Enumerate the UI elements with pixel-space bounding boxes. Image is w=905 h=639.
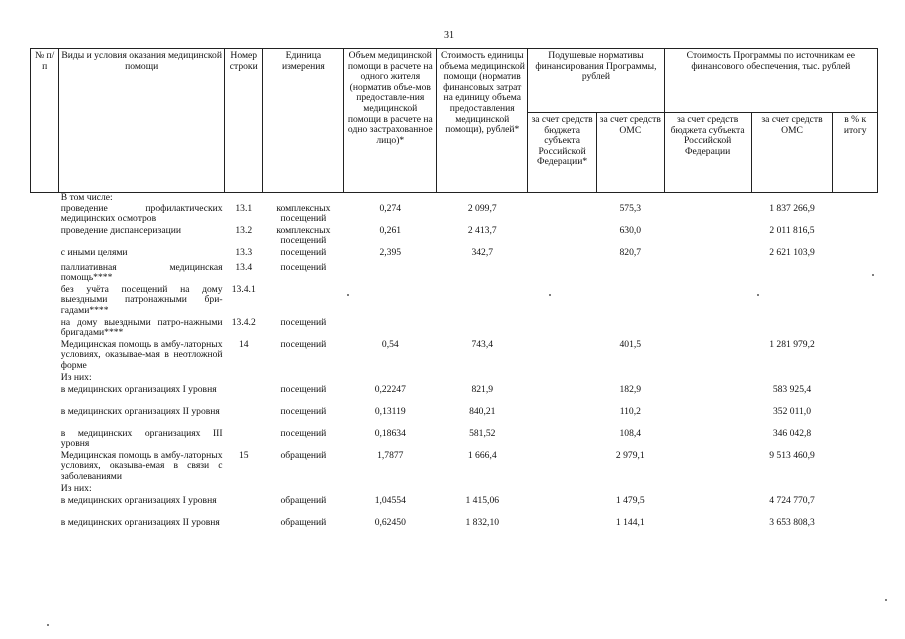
header-cost-percent: в % к итогу: [833, 113, 878, 193]
cell-cost-oms: 4 724 770,7: [769, 494, 815, 506]
cell-cost-budget: [664, 373, 751, 385]
cell-volume: 0,13119: [374, 405, 406, 417]
cell-cost-budget: [664, 248, 751, 263]
header-volume: Объем медицинской помощи в расчете на одного жителя (норматив объе-мов предоставле-ния медицинской помощи в расчете на одно застрахованное лицо)*: [344, 49, 437, 193]
cell-norm-budget: [528, 385, 597, 407]
header-cost-oms: за счет средств ОМС: [751, 113, 833, 193]
cell-norm-budget: [528, 318, 597, 340]
cell-name: Медицинская помощь в амбу-латорных условиях, оказывае-мая в неотложной форме: [60, 338, 223, 371]
cell-num: [31, 318, 59, 340]
header-cost-budget: за счет средств бюджета субъекта Российской Федерации: [664, 113, 751, 193]
cell-unit-cost: 1 415,06: [465, 494, 500, 506]
cell-row-number: 13.3: [235, 246, 253, 258]
cell-name: Медицинская помощь в амбу-латорных условиях, оказыва-емая в связи с заболеваниями: [60, 449, 223, 482]
cell-norm-oms: [596, 484, 664, 496]
cell-cost-percent: [833, 285, 878, 318]
header-program-cost-group: Стоимость Программы по источникам ее финансового обеспечения, тыс. рублей: [664, 49, 877, 113]
cell-norm-budget: [528, 484, 597, 496]
cell-cost-budget: [664, 204, 751, 226]
cell-cost-oms: [751, 373, 833, 385]
header-num: № п/п: [31, 49, 59, 193]
cell-volume: 0,261: [379, 224, 402, 236]
table-row: [31, 263, 878, 285]
cell-norm-oms: 182,9: [619, 383, 642, 395]
cell-num: [31, 193, 59, 204]
cell-norm-oms: [596, 193, 664, 204]
cell-name: проведение профилактических медицинских осмотров: [60, 202, 223, 225]
cell-cost-oms: 2 011 816,5: [769, 224, 815, 236]
cell-norm-oms: [596, 285, 664, 318]
cell-row-number: [225, 429, 263, 451]
cell-cost-percent: [833, 263, 878, 285]
cell-unit: [263, 373, 344, 385]
cell-norm-oms: [596, 263, 664, 285]
cell-cost-oms: 1 837 266,9: [769, 202, 815, 214]
cell-unit-cost: 1 832,10: [465, 516, 500, 528]
cell-row-number: 13.1: [235, 202, 253, 214]
page-number: 31: [444, 30, 454, 41]
scan-speck: [47, 624, 49, 626]
cell-cost-percent: [833, 429, 878, 451]
cell-num: [31, 451, 59, 484]
cell-unit: посещений: [280, 246, 327, 258]
cell-volume: [344, 285, 437, 318]
cell-row-number: 13.4.2: [231, 316, 256, 328]
cell-cost-budget: [664, 193, 751, 204]
cell-cost-budget: [664, 518, 751, 540]
table-row: [31, 285, 878, 318]
cell-name: в медицинских организациях I уровня: [60, 494, 217, 506]
cell-row-number: [225, 385, 263, 407]
cell-volume: 0,54: [381, 338, 399, 350]
cell-cost-oms: [751, 285, 833, 318]
cell-unit-cost: 2 413,7: [467, 224, 497, 236]
cell-unit-cost: 821,9: [471, 383, 494, 395]
scan-speck: [885, 599, 887, 601]
cell-num: [31, 340, 59, 373]
cell-unit: обращений: [280, 516, 327, 528]
cell-cost-percent: [833, 484, 878, 496]
cell-cost-percent: [833, 518, 878, 540]
cell-cost-percent: [833, 407, 878, 429]
cell-unit: [263, 484, 344, 496]
cell-unit-cost: 840,21: [469, 405, 496, 417]
cell-unit: [263, 285, 344, 318]
cell-num: [31, 285, 59, 318]
cell-cost-budget: [664, 407, 751, 429]
cell-norm-oms: [596, 373, 664, 385]
cell-cost-oms: 9 513 460,9: [769, 449, 815, 461]
cell-unit-cost: [437, 285, 528, 318]
cell-cost-oms: 346 042,8: [772, 427, 812, 439]
header-norm-budget: за счет средств бюджета субъекта Российской Федерации*: [528, 113, 597, 193]
table-row: [31, 451, 878, 484]
cell-cost-percent: [833, 204, 878, 226]
header-row-number: Номер строки: [225, 49, 263, 193]
cell-cost-percent: [833, 318, 878, 340]
cell-name: Из них:: [60, 371, 92, 383]
cell-norm-oms: 575,3: [619, 202, 642, 214]
cell-row-number: 13.4: [235, 261, 253, 273]
cell-cost-budget: [664, 385, 751, 407]
table-row: [31, 429, 878, 451]
cell-norm-oms: 2 979,1: [615, 449, 645, 461]
cell-row-number: 13.2: [235, 224, 253, 236]
cell-unit-cost: 743,4: [471, 338, 494, 350]
cell-cost-percent: [833, 226, 878, 248]
cell-unit: обращений: [280, 449, 327, 461]
cell-num: [31, 496, 59, 518]
cell-cost-oms: [751, 484, 833, 496]
cell-norm-budget: [528, 263, 597, 285]
cell-cost-oms: 352 011,0: [772, 405, 812, 417]
cell-cost-oms: 3 653 808,3: [769, 516, 815, 528]
cell-volume: 1,04554: [374, 494, 406, 506]
cell-num: [31, 263, 59, 285]
cell-unit: [263, 193, 344, 204]
financing-table: [30, 48, 878, 540]
table-row: [31, 193, 878, 204]
cell-name: проведение диспансеризации: [60, 224, 182, 236]
cell-volume: 1,7877: [377, 449, 404, 461]
header-unit: Единица измерения: [263, 49, 344, 193]
cell-norm-budget: [528, 285, 597, 318]
cell-num: [31, 484, 59, 496]
table-body: [31, 193, 878, 540]
header-per-capita-group: Подушевые нормативы финансирования Программы, рублей: [528, 49, 664, 113]
cell-norm-oms: [596, 318, 664, 340]
cell-unit-cost: 2 099,7: [467, 202, 497, 214]
cell-unit: комплексных посещений: [276, 224, 331, 247]
cell-unit-cost: [437, 318, 528, 340]
cell-volume: 0,22247: [374, 383, 406, 395]
cell-cost-percent: [833, 451, 878, 484]
cell-unit: посещений: [280, 261, 327, 273]
cell-num: [31, 407, 59, 429]
header-name: Виды и условия оказания медицинской помощи: [59, 49, 225, 193]
cell-volume: [344, 263, 437, 285]
cell-volume: 0,62450: [374, 516, 406, 528]
cell-norm-budget: [528, 451, 597, 484]
table-row: [31, 340, 878, 373]
cell-unit-cost: [437, 373, 528, 385]
cell-unit: посещений: [280, 338, 327, 350]
table-row: [31, 373, 878, 385]
cell-name: с иными целями: [60, 246, 128, 258]
cell-cost-budget: [664, 496, 751, 518]
cell-cost-oms: 1 281 979,2: [769, 338, 815, 350]
cell-norm-budget: [528, 373, 597, 385]
table-header: [31, 49, 878, 193]
cell-cost-budget: [664, 429, 751, 451]
cell-unit: посещений: [280, 427, 327, 439]
cell-norm-budget: [528, 340, 597, 373]
table-row: [31, 385, 878, 407]
cell-norm-budget: [528, 429, 597, 451]
cell-row-number: [225, 373, 263, 385]
cell-name: без учёта посещений на дому выездными патронажными бри-гадами****: [60, 283, 223, 316]
cell-cost-percent: [833, 373, 878, 385]
cell-name: в медицинских организациях I уровня: [60, 383, 217, 395]
table-row: [31, 248, 878, 263]
cell-unit-cost: [437, 263, 528, 285]
cell-cost-budget: [664, 285, 751, 318]
table-row: [31, 518, 878, 540]
cell-num: [31, 226, 59, 248]
cell-cost-budget: [664, 263, 751, 285]
cell-unit: посещений: [280, 405, 327, 417]
cell-norm-oms: 820,7: [619, 246, 642, 258]
cell-norm-oms: 108,4: [619, 427, 642, 439]
cell-cost-percent: [833, 248, 878, 263]
cell-cost-oms: 583 925,4: [772, 383, 812, 395]
cell-norm-oms: 401,5: [619, 338, 642, 350]
scan-speck: [757, 294, 759, 296]
cell-unit: посещений: [280, 316, 327, 328]
cell-volume: [344, 373, 437, 385]
cell-num: [31, 248, 59, 263]
cell-num: [31, 204, 59, 226]
cell-volume: 0,274: [379, 202, 402, 214]
header-unit-cost: Стоимость единицы объема медицинской помощи (норматив финансовых затрат на единицу объема предоставления медицинской помощи), рублей*: [437, 49, 528, 193]
cell-name: на дому выездными патро-нажными бригадами****: [60, 316, 223, 339]
cell-cost-oms: [751, 263, 833, 285]
cell-norm-budget: [528, 226, 597, 248]
header-norm-oms: за счет средств ОМС: [596, 113, 664, 193]
cell-cost-percent: [833, 193, 878, 204]
cell-cost-oms: [751, 318, 833, 340]
cell-name: в медицинских организациях III уровня: [60, 427, 223, 450]
scan-speck: [872, 274, 874, 276]
table-row: [31, 318, 878, 340]
cell-cost-percent: [833, 385, 878, 407]
cell-unit-cost: [437, 484, 528, 496]
table-row: [31, 204, 878, 226]
cell-name: в медицинских организациях II уровня: [60, 516, 220, 528]
cell-norm-budget: [528, 193, 597, 204]
cell-row-number: [225, 518, 263, 540]
cell-norm-budget: [528, 518, 597, 540]
cell-unit-cost: 581,52: [469, 427, 496, 439]
cell-unit-cost: [437, 193, 528, 204]
cell-row-number: 14: [238, 338, 249, 350]
cell-name: В том числе:: [60, 192, 113, 203]
cell-volume: 2,395: [379, 246, 402, 258]
cell-norm-budget: [528, 407, 597, 429]
cell-num: [31, 429, 59, 451]
cell-cost-budget: [664, 318, 751, 340]
cell-cost-percent: [833, 496, 878, 518]
scan-speck: [549, 294, 551, 296]
cell-cost-percent: [833, 340, 878, 373]
cell-norm-oms: 630,0: [619, 224, 642, 236]
cell-norm-budget: [528, 204, 597, 226]
cell-row-number: [225, 496, 263, 518]
cell-num: [31, 385, 59, 407]
table-row: [31, 226, 878, 248]
scan-speck: [347, 294, 349, 296]
cell-norm-oms: 1 479,5: [615, 494, 645, 506]
cell-name: в медицинских организациях II уровня: [60, 405, 220, 417]
cell-name: паллиативная медицинская помощь****: [60, 261, 223, 284]
cell-norm-oms: 110,2: [619, 405, 641, 417]
cell-unit: обращений: [280, 494, 327, 506]
cell-volume: 0,18634: [374, 427, 406, 439]
cell-norm-budget: [528, 248, 597, 263]
table-row: [31, 484, 878, 496]
cell-num: [31, 373, 59, 385]
cell-unit: посещений: [280, 383, 327, 395]
cell-row-number: 15: [238, 449, 249, 461]
cell-cost-oms: 2 621 103,9: [769, 246, 815, 258]
cell-unit: комплексных посещений: [276, 202, 331, 225]
cell-row-number: [225, 484, 263, 496]
cell-volume: [344, 193, 437, 204]
cell-num: [31, 518, 59, 540]
cell-cost-budget: [664, 484, 751, 496]
table-row: [31, 407, 878, 429]
cell-volume: [344, 318, 437, 340]
cell-cost-budget: [664, 340, 751, 373]
cell-norm-oms: 1 144,1: [615, 516, 645, 528]
cell-name: Из них:: [60, 482, 92, 494]
cell-row-number: 13.4.1: [231, 283, 256, 295]
cell-row-number: [225, 407, 263, 429]
cell-volume: [344, 484, 437, 496]
cell-cost-oms: [751, 193, 833, 204]
table-row: [31, 496, 878, 518]
cell-row-number: [225, 193, 263, 204]
cell-unit-cost: 342,7: [471, 246, 494, 258]
cell-norm-budget: [528, 496, 597, 518]
cell-cost-budget: [664, 226, 751, 248]
cell-unit-cost: 1 666,4: [467, 449, 497, 461]
cell-cost-budget: [664, 451, 751, 484]
